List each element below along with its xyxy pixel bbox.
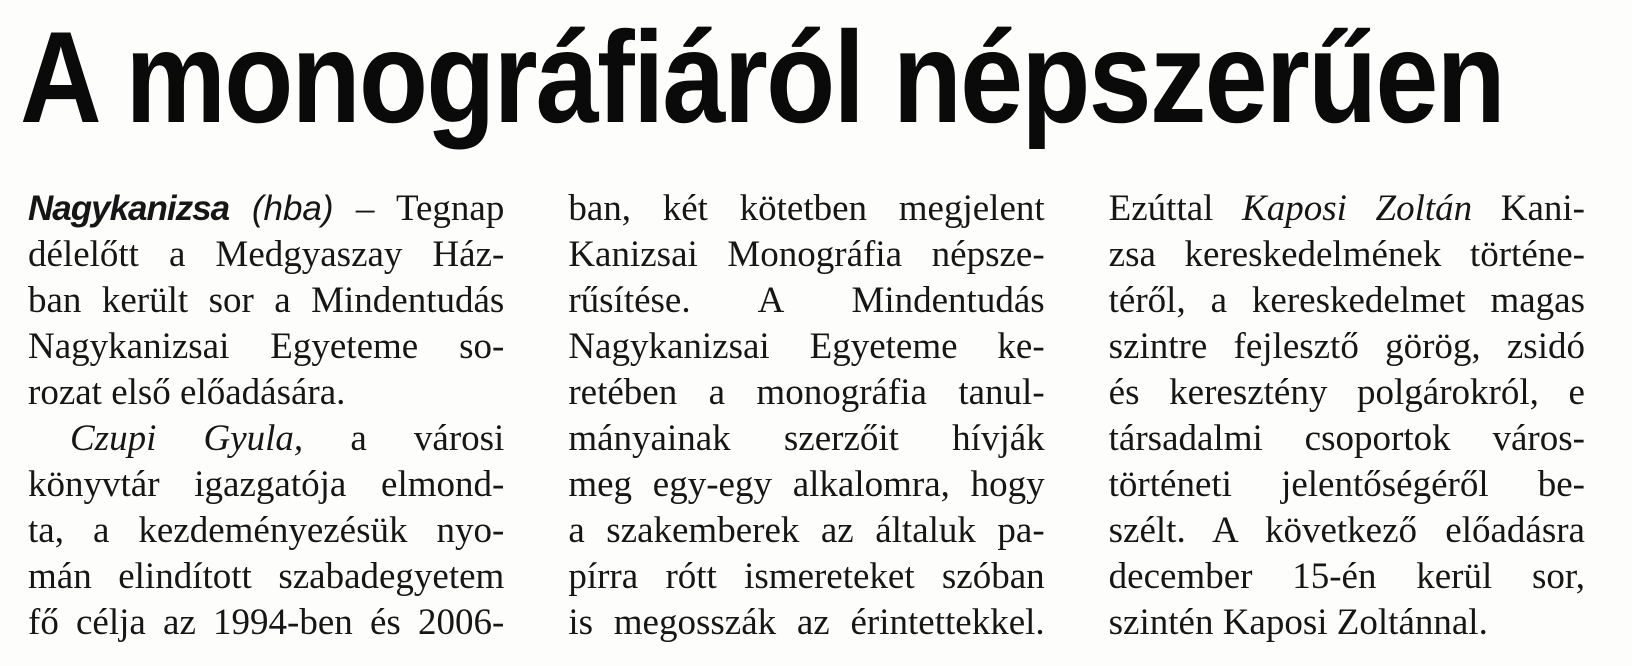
text-segment: retében a monográfia tanul- [568, 372, 1045, 413]
text-line [28, 324, 504, 370]
text-line [28, 600, 504, 646]
text-line [568, 554, 1044, 600]
text-line [568, 416, 1044, 462]
text-line [28, 370, 504, 416]
text-line [1109, 232, 1585, 278]
article-headline: A monográfiáról népszerűen [20, 4, 1504, 150]
text-segment: – Tegnap [333, 188, 505, 229]
text-segment: is megosszák az érintettekkel. [568, 602, 1045, 643]
text-line [568, 324, 1044, 370]
text-line [1109, 554, 1585, 600]
text-segment: december 15-én kerül sor, [1108, 556, 1585, 597]
article-body [28, 186, 1585, 646]
text-line [1109, 370, 1585, 416]
text-line [568, 186, 1044, 232]
text-segment: könyvtár igazgatója elmond- [28, 464, 505, 505]
lead-in-location: Nagykanizsa [28, 189, 230, 228]
text-segment: Ezúttal [1108, 188, 1243, 229]
text-segment: a városi [303, 418, 505, 459]
text-line [568, 232, 1044, 278]
text-line [1109, 186, 1585, 232]
text-segment: Kani- [1472, 188, 1585, 229]
text-line [28, 508, 504, 554]
text-line [28, 186, 504, 232]
text-line [28, 462, 504, 508]
text-segment: pírra rótt ismereteket szóban [568, 556, 1045, 597]
text-segment: szintén Kaposi Zoltánnal. [1108, 602, 1488, 643]
text-line [568, 278, 1044, 324]
article-column-2 [568, 186, 1044, 646]
text-segment: Kaposi Zoltán [1242, 188, 1473, 229]
text-line [568, 462, 1044, 508]
text-segment: Kanizsai Monográfia népsze- [568, 234, 1045, 275]
text-segment: ban került sor a Mindentudás [28, 280, 505, 321]
text-line [568, 370, 1044, 416]
text-segment: rozat első előadására. [28, 372, 346, 413]
text-line [28, 232, 504, 278]
article-column-3 [1109, 186, 1585, 646]
text-line [568, 508, 1044, 554]
text-segment: rűsítése. A Mindentudás [568, 280, 1045, 321]
byline: (hba) [229, 189, 334, 228]
text-segment: téről, a kereskedelmet magas [1108, 280, 1585, 321]
text-line [568, 600, 1044, 646]
text-segment: történeti jelentőségéről be- [1108, 464, 1585, 505]
text-line [1109, 462, 1585, 508]
text-segment: szintre fejlesztő görög, zsidó [1108, 326, 1585, 367]
text-segment: mányainak szerzőit hívják [568, 418, 1045, 459]
text-segment: ban, két kötetben megjelent [568, 188, 1045, 229]
text-segment: fő célja az 1994-ben és 2006- [28, 602, 505, 643]
text-line [1109, 416, 1585, 462]
text-segment: ta, a kezdeményezésük nyo- [28, 510, 505, 551]
text-segment: délelőtt a Medgyaszay Ház- [28, 234, 505, 275]
text-segment: Nagykanizsai Egyeteme ke- [568, 326, 1045, 367]
text-line [1109, 508, 1585, 554]
text-segment: meg egy-egy alkalomra, hogy [568, 464, 1045, 505]
text-segment: a szakemberek az általuk pa- [568, 510, 1045, 551]
text-line [1109, 278, 1585, 324]
text-segment: szélt. A következő előadásra [1108, 510, 1585, 551]
text-segment: társadalmi csoportok város- [1108, 418, 1585, 459]
text-segment: Nagykanizsai Egyeteme so- [28, 326, 505, 367]
text-segment: és keresztény polgárokról, e [1108, 372, 1585, 413]
text-segment: Czupi Gyula, [70, 418, 304, 459]
text-line [28, 554, 504, 600]
text-line [28, 278, 504, 324]
text-segment: mán elindított szabadegyetem [28, 556, 505, 597]
text-line [28, 416, 504, 462]
text-line [1109, 324, 1585, 370]
text-line [1109, 600, 1585, 646]
article-column-1 [28, 186, 504, 646]
text-segment: zsa kereskedelmének történe- [1108, 234, 1585, 275]
